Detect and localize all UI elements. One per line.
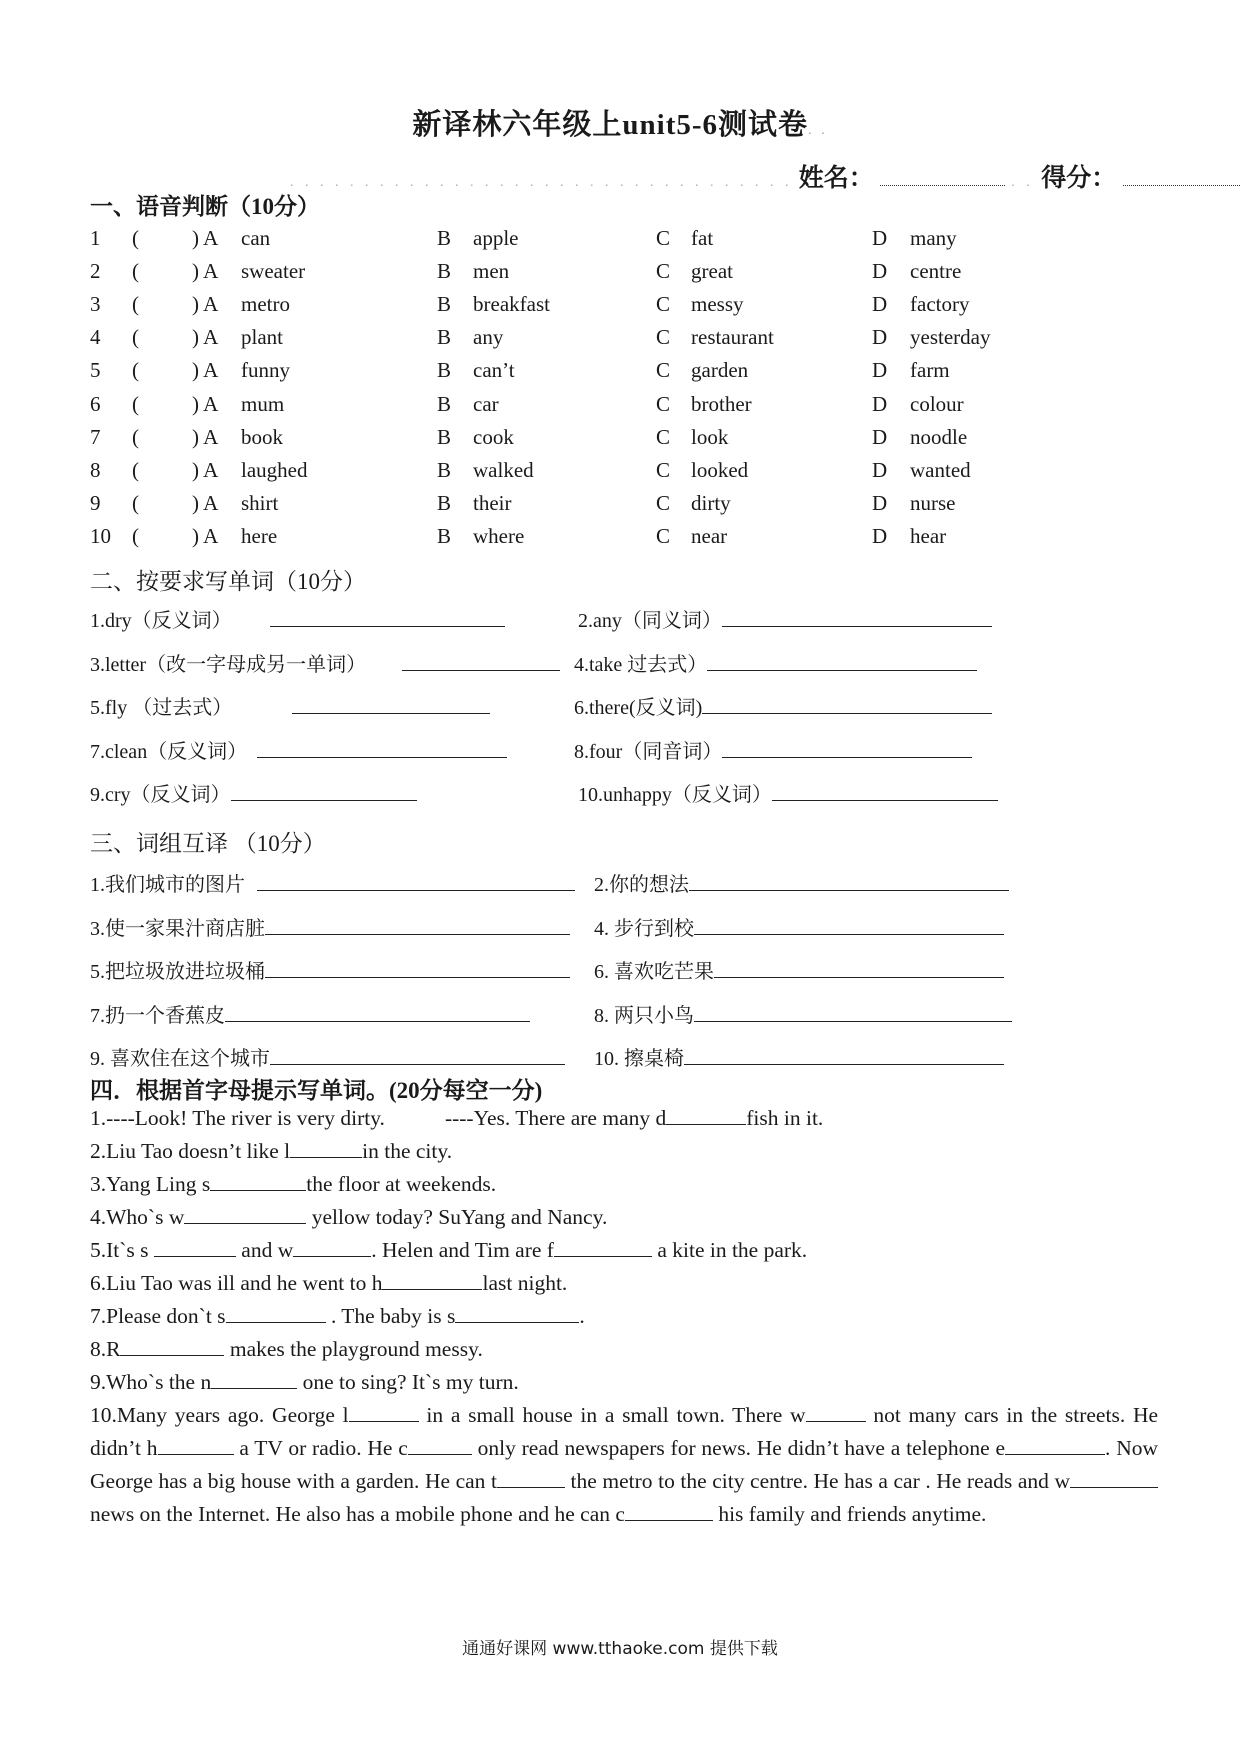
option-d-label: D <box>872 226 888 250</box>
option-b-word: apple <box>473 226 519 250</box>
option-b-label: B <box>437 424 452 449</box>
phrase-item <box>90 868 575 897</box>
q2-text-a: 2.Liu Tao doesn’t like l <box>90 1139 291 1163</box>
option-c-word: looked <box>691 457 749 482</box>
option-c-label: C <box>656 358 671 383</box>
option-d-word: factory <box>910 292 970 317</box>
option-d-word: yesterday <box>910 325 991 350</box>
option-b-word: any <box>473 325 504 350</box>
option-d-word: noodle <box>910 424 968 449</box>
phrase-item <box>594 912 1004 941</box>
title-text: 新译林六年级上unit5-6测试卷 <box>412 109 809 141</box>
option-c-word: restaurant <box>691 325 774 350</box>
q1-blank[interactable] <box>666 1102 746 1125</box>
option-a-word: here <box>241 523 278 548</box>
p10-blank-5[interactable] <box>1005 1432 1105 1455</box>
dotted-leader: . . . . . . . . . . . . . . . . . . . . . . . . . . . . . . . . . . <box>290 175 793 190</box>
q3-text-b: the floor at weekends. <box>306 1172 497 1196</box>
question-2 <box>90 1135 1160 1168</box>
phrase-answer-blank[interactable] <box>225 999 530 1022</box>
q8-blank[interactable] <box>120 1333 224 1356</box>
question-8 <box>90 1333 1160 1366</box>
word-answer-blank[interactable] <box>402 648 560 671</box>
word-prompt: 10.unhappy（反义词） <box>578 784 772 806</box>
option-d-label: D <box>872 424 888 449</box>
phonics-row <box>0 292 1240 322</box>
option-c-word: great <box>691 259 733 284</box>
q6-blank[interactable] <box>382 1267 482 1290</box>
option-a-word: mum <box>241 391 285 416</box>
option-b-word: where <box>473 523 525 548</box>
paren-open: ( <box>132 424 139 449</box>
option-b-label: B <box>437 523 452 548</box>
section-4-heading: 四．根据首字母提示写单词。(20分每空一分) <box>90 1078 543 1103</box>
question-5 <box>90 1234 1160 1267</box>
option-b-label: B <box>437 358 452 383</box>
q9-text-b: one to sing? It`s my turn. <box>297 1370 519 1394</box>
option-a-word: plant <box>241 325 283 350</box>
word-answer-blank[interactable] <box>722 604 992 627</box>
option-b-word: their <box>473 490 512 515</box>
phonics-row <box>0 259 1240 289</box>
option-b-label: B <box>437 325 452 350</box>
q5-text-a: 5.It`s s <box>90 1238 154 1262</box>
word-prompt: 3.letter（改一字母成另一单词） <box>90 653 367 676</box>
q5-text-d: a kite in the park. <box>651 1238 808 1262</box>
option-c-word: near <box>691 523 728 548</box>
question-10-paragraph <box>90 1399 1158 1531</box>
word-prompt: 9.cry（反义词） <box>90 784 231 806</box>
q8-text-a: 8.R <box>90 1337 121 1361</box>
phrase-prompt: 7.扔一个香蕉皮 <box>90 1004 225 1027</box>
option-d-label: D <box>872 523 888 548</box>
p10-text-6: . Now George has a big house with a garden. He can t <box>90 1436 1159 1493</box>
phrase-answer-blank[interactable] <box>694 999 1012 1022</box>
item-number: 1 <box>90 226 101 250</box>
word-prompt: 2.any（同义词） <box>578 610 722 632</box>
word-answer-blank[interactable] <box>231 778 417 801</box>
p10-text-1: 10.Many years ago. George l <box>90 1403 349 1427</box>
option-c-word: brother <box>691 391 752 416</box>
q1-text-a: 1.----Look! The river is very dirty. <box>90 1106 385 1130</box>
word-item <box>90 691 490 720</box>
option-d-label: D <box>872 457 888 482</box>
paren-open: ( <box>132 226 139 250</box>
q5-text-b: and w <box>235 1238 294 1262</box>
paren-open: ( <box>132 358 139 383</box>
p10-text-7: the metro to the city centre. He has a car . He reads and w <box>564 1469 1070 1493</box>
p10-blank-8[interactable] <box>625 1498 713 1521</box>
word-prompt: 4.take 过去式） <box>574 653 708 676</box>
option-a-label: ) A <box>192 325 219 350</box>
p10-text-9: his family and friends anytime. <box>712 1502 987 1526</box>
word-answer-blank[interactable] <box>702 691 992 714</box>
q4-text-a: 4.Who`s w <box>90 1205 185 1229</box>
option-c-label: C <box>656 424 671 449</box>
p10-text-4: a TV or radio. He c <box>233 1436 408 1460</box>
phrase-item <box>90 1042 565 1071</box>
q4-text-b: yellow today? SuYang and Nancy. <box>306 1205 608 1229</box>
option-d-label: D <box>872 292 888 317</box>
option-a-label: ) A <box>192 226 219 250</box>
word-prompt: 6.there(反义词) <box>574 697 703 719</box>
option-c-label: C <box>656 292 671 317</box>
option-a-label: ) A <box>192 259 219 284</box>
q9-text-a: 9.Who`s the n <box>90 1370 212 1394</box>
q5-blank-2[interactable] <box>293 1234 371 1257</box>
p10-blank-2[interactable] <box>806 1399 866 1422</box>
q7-text-c: . <box>579 1304 585 1328</box>
item-number: 8 <box>90 457 101 482</box>
option-d-word: wanted <box>910 457 971 482</box>
phrase-prompt: 10. 擦桌椅 <box>594 1048 684 1070</box>
question-9 <box>90 1366 1160 1399</box>
option-d-label: D <box>872 391 888 416</box>
option-b-word: car <box>473 391 499 416</box>
phrase-item <box>594 868 1009 897</box>
phrase-prompt: 5.把垃圾放进垃圾桶 <box>90 961 265 983</box>
option-c-word: fat <box>691 226 714 250</box>
phrase-prompt: 4. 步行到校 <box>594 917 694 940</box>
option-a-word: laughed <box>241 457 308 482</box>
p10-text-3: not many cars in the streets. He didn’t h <box>90 1403 1159 1460</box>
option-a-word: book <box>241 424 283 449</box>
phrase-item <box>90 999 530 1028</box>
q3-text-a: 3.Yang Ling s <box>90 1172 211 1196</box>
p10-blank-7[interactable] <box>1070 1465 1158 1488</box>
option-b-label: B <box>437 391 452 416</box>
word-item <box>574 691 992 720</box>
option-b-label: B <box>437 259 452 284</box>
option-b-word: can’t <box>473 358 515 383</box>
question-7 <box>90 1300 1160 1333</box>
word-answer-blank[interactable] <box>772 778 998 801</box>
paren-open: ( <box>132 292 139 317</box>
q9-blank[interactable] <box>211 1366 297 1389</box>
q3-blank[interactable] <box>210 1168 306 1191</box>
phrase-answer-blank[interactable] <box>684 1042 1004 1065</box>
option-d-word: many <box>910 226 957 250</box>
question-6 <box>90 1267 1160 1300</box>
q4-blank[interactable] <box>184 1201 306 1224</box>
fill-in-questions <box>90 1102 1160 1399</box>
option-d-label: D <box>872 325 888 350</box>
option-d-word: nurse <box>910 490 956 515</box>
word-item <box>90 735 507 764</box>
q7-blank-2[interactable] <box>455 1300 579 1323</box>
paren-open: ( <box>132 259 139 284</box>
word-prompt: 5.fly （过去式） <box>90 697 233 719</box>
item-number: 3 <box>90 292 101 317</box>
phrase-item <box>90 955 570 984</box>
q6-text-a: 6.Liu Tao was ill and he went to h <box>90 1271 383 1295</box>
word-item <box>578 778 998 807</box>
dotted-leader: . . <box>1011 175 1042 190</box>
option-b-label: B <box>437 226 452 250</box>
q2-blank[interactable] <box>290 1135 362 1158</box>
phonics-row <box>0 458 1240 488</box>
phrase-answer-blank[interactable] <box>265 955 570 978</box>
option-b-label: B <box>437 457 452 482</box>
score-blank[interactable] <box>1123 161 1240 186</box>
word-item <box>90 778 417 807</box>
word-answer-blank[interactable] <box>722 735 972 758</box>
item-number: 4 <box>90 325 101 350</box>
phrase-prompt: 8. 两只小鸟 <box>594 1004 694 1027</box>
paren-open: ( <box>132 490 139 515</box>
option-b-word: walked <box>473 457 534 482</box>
word-prompt: 1.dry（反义词） <box>90 610 232 632</box>
q5-text-c: . Helen and Tim are f <box>371 1238 554 1262</box>
option-d-word: farm <box>910 358 950 383</box>
p10-blank-3[interactable] <box>158 1432 234 1455</box>
phrase-item <box>594 955 1004 984</box>
option-d-label: D <box>872 490 888 515</box>
item-number: 6 <box>90 391 101 416</box>
question-4 <box>90 1201 1160 1234</box>
phrase-answer-blank[interactable] <box>689 868 1009 891</box>
option-a-label: ) A <box>192 424 219 449</box>
phonics-row <box>0 425 1240 455</box>
p10-text-2: in a small house in a small town. There w <box>418 1403 806 1427</box>
phrase-prompt: 1.我们城市的图片 <box>90 874 245 896</box>
q7-text-a: 7.Please don`t s <box>90 1304 226 1328</box>
word-answer-blank[interactable] <box>292 691 490 714</box>
phrase-answer-blank[interactable] <box>265 912 570 935</box>
phrase-prompt: 3.使一家果汁商店脏 <box>90 917 265 940</box>
phrase-prompt: 9. 喜欢住在这个城市 <box>90 1048 270 1070</box>
option-b-word: men <box>473 259 510 284</box>
section-2-heading: 二、按要求写单词（10分） <box>90 569 366 594</box>
phrase-answer-blank[interactable] <box>257 868 575 891</box>
word-item <box>574 735 972 764</box>
option-d-label: D <box>872 358 888 383</box>
word-item <box>90 648 560 677</box>
footer-credit: 通通好课网 www.tthaoke.com 提供下载 <box>462 1639 778 1659</box>
option-a-label: ) A <box>192 523 219 548</box>
word-answer-blank[interactable] <box>257 735 507 758</box>
word-item <box>574 648 977 677</box>
option-a-word: metro <box>241 292 290 317</box>
item-number: 9 <box>90 490 101 515</box>
option-a-label: ) A <box>192 292 219 317</box>
q1-text-c: fish in it. <box>746 1106 824 1130</box>
phrase-item <box>594 1042 1004 1071</box>
option-c-label: C <box>656 391 671 416</box>
phrase-answer-blank[interactable] <box>694 912 1004 935</box>
p10-blank-1[interactable] <box>349 1399 419 1422</box>
p10-blank-6[interactable] <box>497 1465 565 1488</box>
option-a-label: ) A <box>192 391 219 416</box>
option-a-label: ) A <box>192 490 219 515</box>
q5-blank-1[interactable] <box>154 1234 236 1257</box>
option-c-label: C <box>656 457 671 482</box>
option-c-word: messy <box>691 292 744 317</box>
option-c-label: C <box>656 226 671 250</box>
q7-text-b: . The baby is s <box>325 1304 456 1328</box>
phonics-row <box>0 358 1240 388</box>
word-answer-blank[interactable] <box>707 648 977 671</box>
phonics-row <box>0 491 1240 521</box>
name-score-line <box>290 158 1240 194</box>
option-c-label: C <box>656 325 671 350</box>
page-title <box>0 102 1240 143</box>
option-c-word: garden <box>691 358 749 383</box>
option-c-label: C <box>656 490 671 515</box>
item-number: 7 <box>90 424 101 449</box>
option-a-word: can <box>241 226 271 250</box>
p10-text-5: only read newspapers for news. He didn’t have a telephone e <box>471 1436 1006 1460</box>
phrase-item <box>90 912 570 941</box>
q6-text-b: last night. <box>482 1271 568 1295</box>
score-label: 得分： <box>1041 165 1117 192</box>
option-a-label: ) A <box>192 457 219 482</box>
phonics-row <box>0 226 1240 256</box>
item-number: 2 <box>90 259 101 284</box>
title-dots: . . <box>808 123 828 138</box>
name-blank[interactable] <box>880 161 1005 186</box>
word-prompt: 8.four（同音词） <box>574 740 723 763</box>
option-d-label: D <box>872 259 888 284</box>
option-b-label: B <box>437 292 452 317</box>
phrase-answer-blank[interactable] <box>270 1042 565 1065</box>
option-c-word: look <box>691 424 729 449</box>
item-number: 5 <box>90 358 101 383</box>
option-a-label: ) A <box>192 358 219 383</box>
section-3-heading: 三、词组互译 （10分） <box>90 831 326 856</box>
option-d-word: colour <box>910 391 964 416</box>
q1-text-b: ----Yes. There are many d <box>444 1106 667 1130</box>
word-item <box>90 604 505 633</box>
paren-open: ( <box>132 325 139 350</box>
word-item <box>578 604 992 633</box>
option-a-word: sweater <box>241 259 306 284</box>
phrase-prompt: 6. 喜欢吃芒果 <box>594 961 714 983</box>
option-b-word: cook <box>473 424 514 449</box>
item-number: 10 <box>90 523 111 548</box>
option-c-word: dirty <box>691 490 731 515</box>
q7-blank-1[interactable] <box>226 1300 326 1323</box>
option-c-label: C <box>656 259 671 284</box>
q5-blank-3[interactable] <box>554 1234 652 1257</box>
p10-blank-4[interactable] <box>408 1432 472 1455</box>
option-c-label: C <box>656 523 671 548</box>
question-1 <box>90 1102 1160 1135</box>
section-1-heading: 一、语音判断（10分） <box>90 194 320 219</box>
q2-text-b: in the city. <box>362 1139 453 1163</box>
name-label: 姓名： <box>798 165 874 192</box>
phonics-row <box>0 392 1240 422</box>
option-b-word: breakfast <box>473 292 550 317</box>
p10-text-8: news on the Internet. He also has a mobile phone and he can c <box>90 1502 625 1526</box>
paren-open: ( <box>132 457 139 482</box>
option-a-word: funny <box>241 358 290 383</box>
option-d-word: centre <box>910 259 962 284</box>
phrase-item <box>594 999 1012 1028</box>
option-d-word: hear <box>910 523 947 548</box>
question-3 <box>90 1168 1160 1201</box>
phonics-row <box>0 325 1240 355</box>
q8-text-b: makes the playground messy. <box>224 1337 483 1361</box>
phrase-answer-blank[interactable] <box>714 955 1004 978</box>
option-b-label: B <box>437 490 452 515</box>
paren-open: ( <box>132 391 139 416</box>
word-prompt: 7.clean（反义词） <box>90 740 248 763</box>
word-answer-blank[interactable] <box>270 604 505 627</box>
phrase-prompt: 2.你的想法 <box>594 874 689 896</box>
paren-open: ( <box>132 523 139 548</box>
phonics-row <box>0 524 1240 554</box>
option-a-word: shirt <box>241 490 279 515</box>
